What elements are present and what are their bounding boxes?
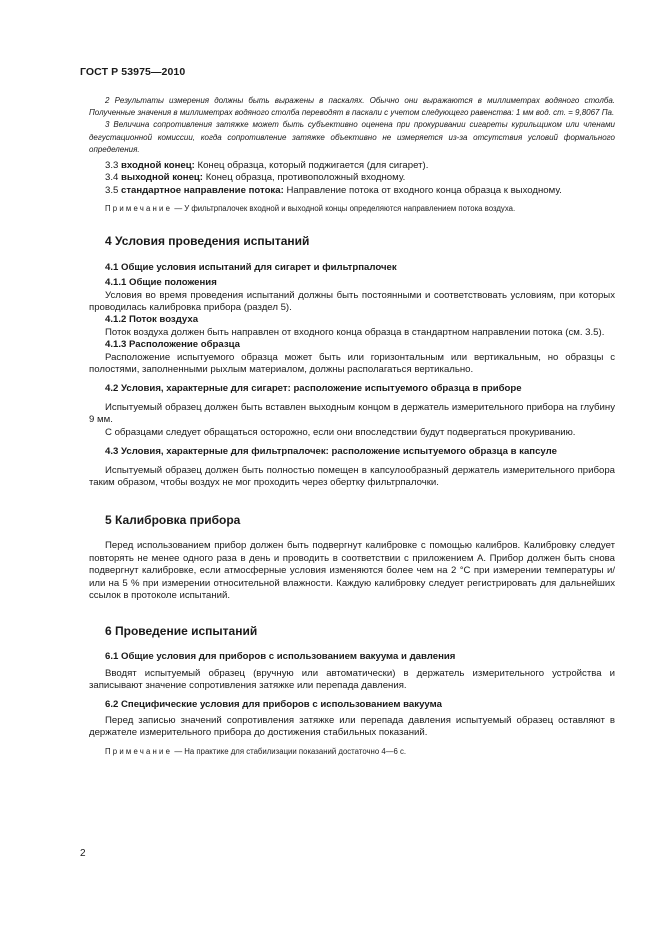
page-number: 2: [80, 848, 86, 859]
document-header: ГОСТ Р 53975—2010: [80, 66, 186, 78]
def-num: 3.3: [105, 160, 119, 172]
section-4-1-1-title: 4.1.1 Общие положения: [105, 277, 217, 289]
note-3: 3 Величина сопротивления затяжке может быть субъективно оценена при прокуривании сигареты курильщиком или членами дегустационной комиссии, когда сопротивление затяжке объективно не измеряется из-за отсутствия условий формального определения.: [89, 120, 615, 154]
section-4-2-text-2: С образцами следует обращаться осторожно, если они впоследствии будут подвергаться прокуриванию.: [105, 426, 576, 438]
note-label: Примечание: [105, 204, 173, 214]
note-3-5: [89, 203, 615, 215]
section-5-title: 5 Калибровка прибора: [105, 513, 241, 528]
section-5-text: Перед использованием прибор должен быть подвергнут калибровке с помощью калибров. Калибровку следует повторять не менее одного раза в день и проводить в соответствии с приложением А. Прибор должен быть снова подвергнут калибровке, если атмосферные условия изменяются более чем на 2 °С при измерении температуры и/или на 5 % при измерении относительной влажности. Каждую калибровку следует регистрировать для дальнейших ссылок в протоколе испытаний.: [89, 540, 615, 601]
section-4-1-2-title: 4.1.2 Поток воздуха: [105, 314, 199, 326]
definition-3-4: [89, 172, 615, 184]
def-term: выходной конец:: [121, 172, 204, 184]
def-num: 3.4: [105, 172, 119, 184]
def-text: Конец образца, противоположный входному.: [205, 172, 406, 184]
section-4-2-title: 4.2 Условия, характерные для сигарет: расположение испытуемого образца в приборе: [105, 383, 522, 395]
definition-3-3: [89, 160, 615, 172]
def-term: стандартное направление потока:: [121, 184, 284, 196]
section-4-1-2-text: Поток воздуха должен быть направлен от входного конца образца в стандартном направлении потока (см. 3.5).: [105, 326, 605, 338]
section-6-title: 6 Проведение испытаний: [105, 624, 258, 639]
section-4-3-text: Испытуемый образец должен быть полностью помещен в капсулообразный держатель измерительного прибора таким образом, чтобы воздух не мог проходить через обертку фильтрпалочки.: [89, 464, 615, 488]
section-6-2-title: 6.2 Специфические условия для приборов с использованием вакуума: [105, 698, 442, 710]
section-4-title: 4 Условия проведения испытаний: [105, 233, 310, 248]
section-4-1-1-text: Условия во время проведения испытаний должны быть постоянными и соответствовать условиям, при которых проводилась калибровка прибора (раздел 5).: [89, 289, 615, 314]
def-term: входной конец:: [121, 160, 195, 172]
section-6-1-text: Вводят испытуемый образец (вручную или автоматически) в держатель измерительного устройства и записывают значение сопротивления затяжке или перепада давления.: [89, 667, 615, 692]
note-6-2: [89, 746, 615, 758]
definition-3-5: [89, 185, 615, 197]
section-6-2-text: Перед записью значений сопротивления затяжке или перепада давления испытуемый образец оставляют в держателе измерительного прибора до достижения стабильных показаний.: [89, 714, 615, 739]
section-4-2-text-1: Испытуемый образец должен быть вставлен выходным концом в держатель измерительного прибора на глубину 9 мм.: [89, 401, 615, 426]
section-4-3-title: 4.3 Условия, характерные для фильтрпалочек: расположение испытуемого образца в капсуле: [105, 446, 557, 458]
note-2: 2 Результаты измерения должны быть выражены в паскалях. Обычно они выражаются в миллиметрах водяного столба. Полученные значения в миллиметрах водяного столба переводят в паскали с учетом следующего равенства: 1 мм вод. ст. = 9,8067 Па.: [89, 96, 615, 118]
page-content: [89, 95, 615, 757]
note-text: — На практике для стабилизации показаний достаточно 4—6 с.: [174, 746, 407, 756]
note-label: Примечание: [105, 746, 173, 756]
section-4-1-3-title: 4.1.3 Расположение образца: [105, 339, 240, 351]
section-6-1-title: 6.1 Общие условия для приборов с использованием вакуума и давления: [105, 651, 456, 663]
section-4-1-3-text: Расположение испытуемого образца может быть или горизонтальным или вертикальным, но образцы с полостями, заполненными рыхлым материалом, должны располагаться вертикально.: [89, 351, 615, 376]
def-text: Конец образца, который поджигается (для сигарет).: [197, 160, 429, 172]
def-text: Направление потока от входного конца образца к выходному.: [286, 184, 562, 196]
note-text: — У фильтрпалочек входной и выходной концы определяются направлением потока воздуха.: [174, 204, 516, 214]
def-num: 3.5: [105, 184, 119, 196]
section-4-1-title: 4.1 Общие условия испытаний для сигарет и фильтрпалочек: [105, 261, 397, 273]
